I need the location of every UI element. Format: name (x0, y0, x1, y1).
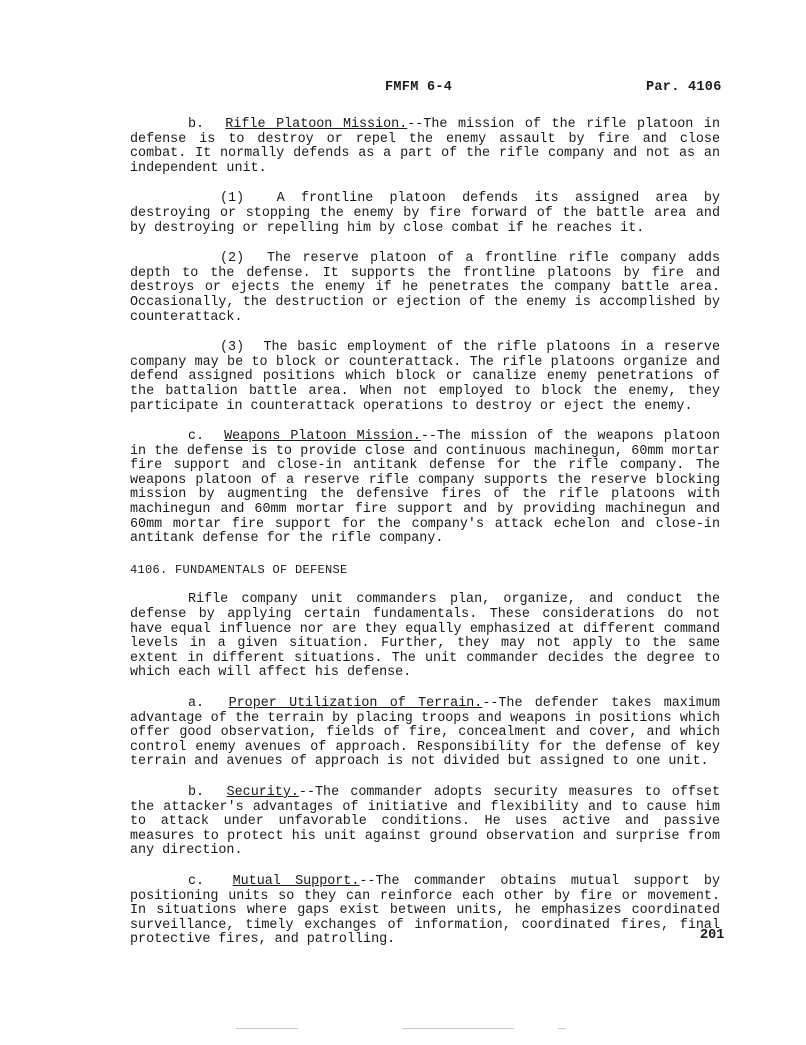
paragraph-text: --The commander adopts security measures to offset the attacker's advantages of initiative and flexibility and to cause him to attack under unfavorable conditions. He uses active and passive measures to protect his unit against ground observation and surprise from any direction. (130, 784, 720, 859)
paragraph-rifle-platoon-mission (130, 118, 720, 176)
paragraph-letter: (2) (220, 251, 245, 267)
paragraph-letter: b. (188, 784, 205, 800)
paragraph-letter: c. (188, 429, 205, 445)
paragraph-text: The basic employment of the rifle platoons in a reserve company may be to block or counterattack. The rifle platoons organize and defend assigned positions which block or canalize enemy penetrations of the battalion battle area. When not employed to block the enemy, they participate in counterattack operations to destroy or eject the enemy. (130, 340, 720, 414)
paragraph-text: A frontline platoon defends its assigned area by destroying or stopping the enemy by fire forward of the battle area and by destroying or repelling him by close combat if he reaches it. (130, 191, 720, 236)
paragraph-text: --The defender takes maximum advantage of the terrain by placing troops and weapons in positions which offer good observation, fields of fire, concealment and cover, and which control enemy avenues of approach. Responsibility for the defense of key terrain and avenues of approach is not divided but assigned to one unit. (130, 696, 720, 770)
paragraph-title: Proper Utilization of Terrain. (228, 696, 483, 711)
paragraph-letter: (3) (220, 340, 245, 356)
paragraph-security (130, 786, 720, 859)
paragraph-title: Weapons Platoon Mission. (224, 429, 421, 445)
section-heading: 4106. FUNDAMENTALS OF DEFENSE (130, 562, 348, 577)
paragraph-terrain (130, 697, 720, 770)
paragraph-text: Rifle company unit commanders plan, organize, and conduct the defense by applying certain fundamentals. These considerations do not have equal influence nor are they equally emphasized at different command levels in a given situation. Further, they may not apply to the same extent in different situations. The unit commander decides the degree to which each will affect his defense. (130, 592, 720, 681)
paragraph-title: Mutual Support. (232, 873, 360, 889)
page-number: 201 (700, 928, 725, 943)
paragraph-text: --The mission of the weapons platoon in the defense is to provide close and continuous machinegun, 60mm mortar fire support and close-in antitank defense for the rifle company. The weapons platoon of a reserve rifle company supports the reserve blocking mission by augmenting the defensive fires of the rifle platoons with machinegun and 60mm mortar fire support and by providing machinegun and 60mm mortar fire support for the company's attack echelon and close-in antitank defense for the rifle company. (130, 429, 721, 547)
document-id: FMFM 6-4 (385, 80, 453, 95)
document-body (130, 118, 720, 964)
paragraph-mutual-support (130, 875, 720, 948)
paragraph-letter: c. (188, 873, 205, 889)
paragraph-weapons-platoon-mission (130, 430, 720, 547)
paragraph-title: Security. (226, 784, 299, 800)
paragraph-subitem-3 (130, 341, 720, 414)
scan-artifact (402, 1028, 514, 1029)
paragraph-letter: b. (188, 117, 205, 132)
paragraph-subitem-1 (130, 192, 720, 236)
paragraph-text: --The mission of the rifle platoon in defense is to destroy or repel the enemy assault by fire and close combat. It normally defends as a part of the rifle company and not as an independent unit. (130, 117, 720, 176)
paragraph-letter: (1) (220, 191, 245, 207)
paragraph-title: Rifle Platoon Mission. (225, 117, 408, 132)
paragraph-fundamentals-intro (130, 593, 720, 681)
paragraph-text: --The commander obtains mutual support by positioning units so they can reinforce each other by fire or movement. In situations where gaps exist between units, he emphasizes coordinated surveillance, timely exchanges of information, coordinated fires, final protective fires, and patrolling. (130, 873, 720, 948)
paragraph-subitem-2 (130, 252, 720, 325)
scan-artifact (558, 1028, 566, 1029)
paragraph-reference: Par. 4106 (646, 80, 722, 95)
paragraph-text: The reserve platoon of a frontline rifle company adds depth to the defense. It supports the frontline platoons by fire and destroys or ejects the enemy if he penetrates the company battle area. Occasionally, the destruction or ejection of the enemy is accomplished by counterattack. (130, 251, 720, 325)
paragraph-letter: a. (188, 696, 205, 711)
scan-artifact (236, 1028, 298, 1029)
